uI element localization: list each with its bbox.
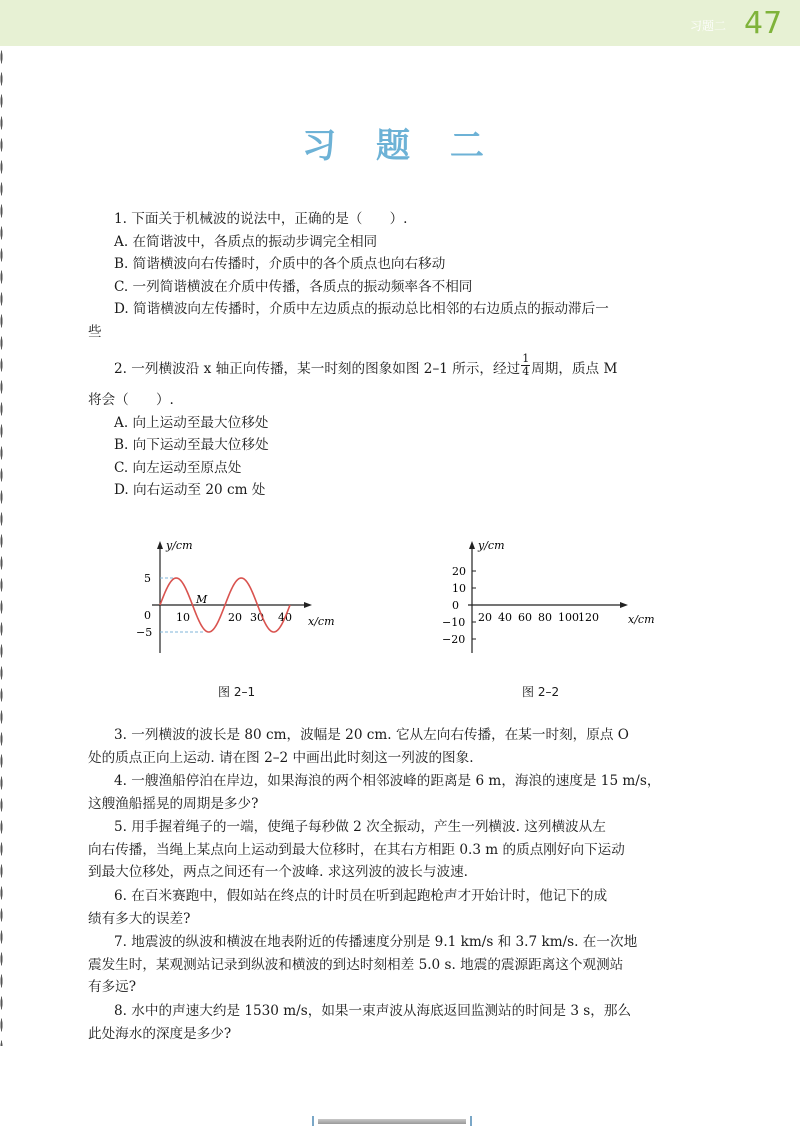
question-1-option-d: D. 简谐横波向左传播时，介质中左边质点的振动总比相邻的右边质点的振动滞后一 [114, 301, 609, 317]
question-3-line-1: 3. 一列横波的波长是 80 cm，波幅是 20 cm. 它从左向右传播，在某一时刻，原点 O [114, 727, 629, 743]
question-1-option-b: B. 简谐横波向右传播时，介质中的各个质点也向右移动 [114, 256, 446, 272]
question-1 [88, 208, 728, 343]
question-1-option-d-continued: 些 [88, 323, 102, 340]
binding-edge [0, 46, 3, 1046]
question-2-option-a: A. 向上运动至最大位移处 [114, 414, 269, 431]
x-axis-label: x/cm [628, 613, 655, 626]
question-1-option-a: A. 在简谐波中，各质点的振动步调完全相同 [114, 233, 378, 250]
x-tick-30: 30 [250, 611, 264, 624]
question-7-line-2: 震发生时，某观测站记录到纵波和横波的到达时刻相差 5.0 s. 地震的震源距离这个观测站 [88, 956, 624, 973]
x-tick-label: 80 [538, 611, 552, 624]
question-2-stem-start: 2. 一列横波沿 x 轴正向传播，某一时刻的图象如图 2–1 所示，经过 [114, 361, 521, 377]
fraction-denominator: 4 [522, 365, 530, 378]
question-5-line-1: 5. 用手握着绳子的一端，使绳子每秒做 2 次全振动，产生一列横波. 这列横波从左 [114, 819, 606, 835]
y-axis-arrow [469, 541, 475, 549]
y-tick-label: 0 [452, 599, 459, 612]
footer-bar [318, 1119, 466, 1124]
y-tick-label: −20 [442, 633, 466, 646]
question-4-line-1: 4. 一艘渔船停泊在岸边，如果海浪的两个相邻波峰的距离是 6 m，海浪的速度是 15 m/s， [114, 773, 661, 789]
question-3 [88, 724, 728, 769]
question-7 [88, 931, 728, 999]
question-2-stem-continued: 将会（ ）. [88, 392, 174, 408]
figure-2-2-caption: 图 2–2 [522, 685, 560, 699]
question-5-line-3: 到最大位移处，两点之间还有一个波峰. 求这列波的波长与波速. [88, 864, 468, 880]
footer-mark-right [470, 1116, 472, 1126]
question-4 [88, 770, 728, 815]
question-3-line-2: 处的质点正向上运动. 请在图 2–2 中画出此时刻这一列波的图象. [88, 749, 474, 766]
x-tick-20: 20 [228, 611, 242, 624]
footer-mark-left [312, 1116, 314, 1126]
question-2 [88, 352, 728, 502]
y-axis-arrow [157, 541, 163, 549]
x-tick-40: 40 [278, 611, 292, 624]
question-6 [88, 885, 728, 930]
question-4-line-2: 这艘渔船摇晃的周期是多少? [88, 795, 259, 812]
y-tick-5: 5 [144, 572, 151, 585]
question-8-line-1: 8. 水中的声速大约是 1530 m/s，如果一束声波从海底返回监测站的时间是 3 s，那么 [114, 1003, 632, 1019]
page-title: 习 题 二 [302, 126, 498, 166]
quarter-fraction [521, 353, 530, 378]
question-2-option-d: D. 向右运动至 20 cm 处 [114, 482, 266, 498]
question-1-stem: 1. 下面关于机械波的说法中，正确的是（ ）. [114, 211, 408, 227]
x-axis-arrow [620, 602, 628, 608]
figure-2-2 [436, 535, 666, 660]
question-5-line-2: 向右传播，当绳上某点向上运动到最大位移时，在其右方相距 0.3 m 的质点刚好向下运动 [88, 841, 625, 858]
x-tick-label: 100 [558, 611, 579, 624]
question-7-line-3: 有多远? [88, 979, 137, 995]
page-number: 47 [744, 6, 783, 41]
y-tick-neg5: −5 [136, 626, 153, 639]
x-tick-10: 10 [176, 611, 190, 624]
page-header-band [0, 0, 800, 46]
question-8-line-2: 此处海水的深度是多少? [88, 1025, 232, 1042]
y-tick-label: 20 [452, 565, 466, 578]
fraction-numerator: 1 [522, 352, 530, 365]
question-7-line-1: 7. 地震波的纵波和横波在地表附近的传播速度分别是 9.1 km/s 和 3.7 km/s. 在一次地 [114, 934, 638, 950]
section-label: 习题二 [690, 19, 727, 33]
question-8 [88, 1000, 728, 1045]
y-axis-label: y/cm [478, 539, 505, 552]
question-2-option-b: B. 向下运动至最大位移处 [114, 437, 269, 453]
figure-2-1-caption: 图 2–1 [218, 685, 256, 699]
figure-2-1 [130, 535, 350, 660]
x-axis-label: x/cm [308, 615, 335, 628]
y-tick-0: 0 [144, 609, 151, 622]
question-5 [88, 816, 728, 884]
x-ticks [478, 611, 599, 624]
x-tick-label: 40 [498, 611, 512, 624]
point-m-label: M [196, 593, 208, 606]
x-tick-label: 60 [518, 611, 532, 624]
question-6-line-2: 绩有多大的误差? [88, 910, 191, 927]
x-axis-arrow [304, 602, 312, 608]
x-tick-label: 20 [478, 611, 492, 624]
question-2-stem-end: 周期，质点 M [531, 361, 618, 377]
question-6-line-1: 6. 在百米赛跑中，假如站在终点的计时员在听到起跑枪声才开始计时，他记下的成 [114, 888, 608, 904]
y-tick-label: 10 [452, 582, 466, 595]
question-2-stem [88, 352, 728, 383]
question-2-option-c: C. 向左运动至原点处 [114, 459, 242, 476]
x-tick-label: 120 [578, 611, 599, 624]
y-axis-label: y/cm [166, 539, 193, 552]
y-tick-label: −10 [442, 616, 466, 629]
question-1-option-c: C. 一列简谐横波在介质中传播，各质点的振动频率各不相同 [114, 278, 473, 295]
